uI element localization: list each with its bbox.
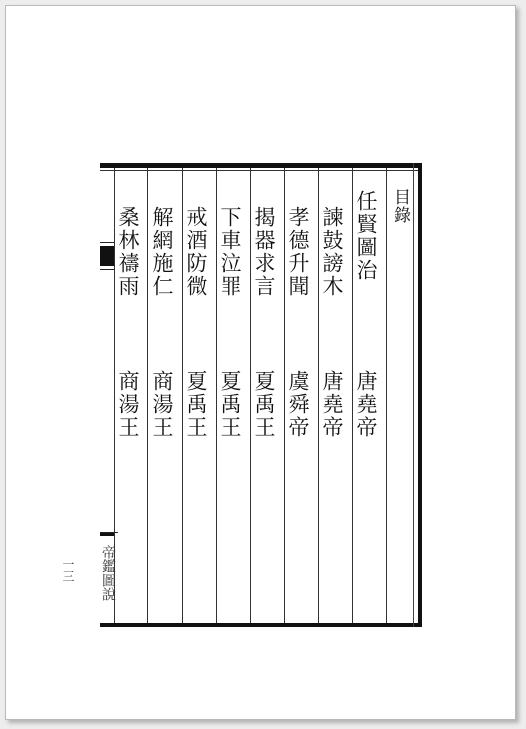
side-book-title: 帝鑑圖說 — [100, 545, 116, 601]
entry-title: 揭器求言 — [252, 206, 276, 298]
column-rule — [182, 168, 183, 623]
column-rule — [250, 168, 251, 623]
entry-ruler: 夏禹王 — [184, 370, 208, 439]
entry-title: 諫鼓謗木 — [320, 206, 344, 298]
column-rule — [284, 168, 285, 623]
column-rule — [386, 168, 387, 623]
gutter-mark — [100, 533, 114, 536]
entry-title: 孝德升聞 — [286, 206, 310, 298]
column-rule — [318, 168, 319, 623]
frame-top-border — [100, 163, 422, 168]
entry-ruler: 虞舜帝 — [286, 370, 310, 439]
frame-right-rule — [413, 163, 414, 627]
frame-right-border — [418, 163, 422, 627]
entry-ruler: 唐堯帝 — [354, 370, 378, 439]
entry-title: 戒酒防微 — [184, 206, 208, 298]
fish-tail-rule — [100, 242, 114, 243]
fish-tail-rule — [100, 269, 114, 270]
column-rule — [216, 168, 217, 623]
entry-ruler: 商湯王 — [150, 370, 174, 439]
column-rule — [147, 168, 148, 623]
entry-ruler: 商湯王 — [116, 370, 140, 439]
column-rule — [352, 168, 353, 623]
page-number: 一三 — [61, 558, 75, 582]
frame-top-rule — [100, 170, 422, 171]
catalog-heading: 目錄 — [390, 188, 410, 224]
entry-title: 任賢圖治 — [354, 190, 378, 282]
fish-tail-mark — [100, 246, 114, 266]
catalog-frame — [100, 163, 422, 627]
frame-bottom-border — [100, 623, 422, 627]
entry-title: 下車泣罪 — [218, 206, 242, 298]
entry-title: 桑林禱雨 — [116, 206, 140, 298]
entry-ruler: 夏禹王 — [218, 370, 242, 439]
side-separator — [100, 532, 118, 533]
entry-ruler: 夏禹王 — [252, 370, 276, 439]
entry-ruler: 唐堯帝 — [320, 370, 344, 439]
entry-title: 解網施仁 — [150, 206, 174, 298]
